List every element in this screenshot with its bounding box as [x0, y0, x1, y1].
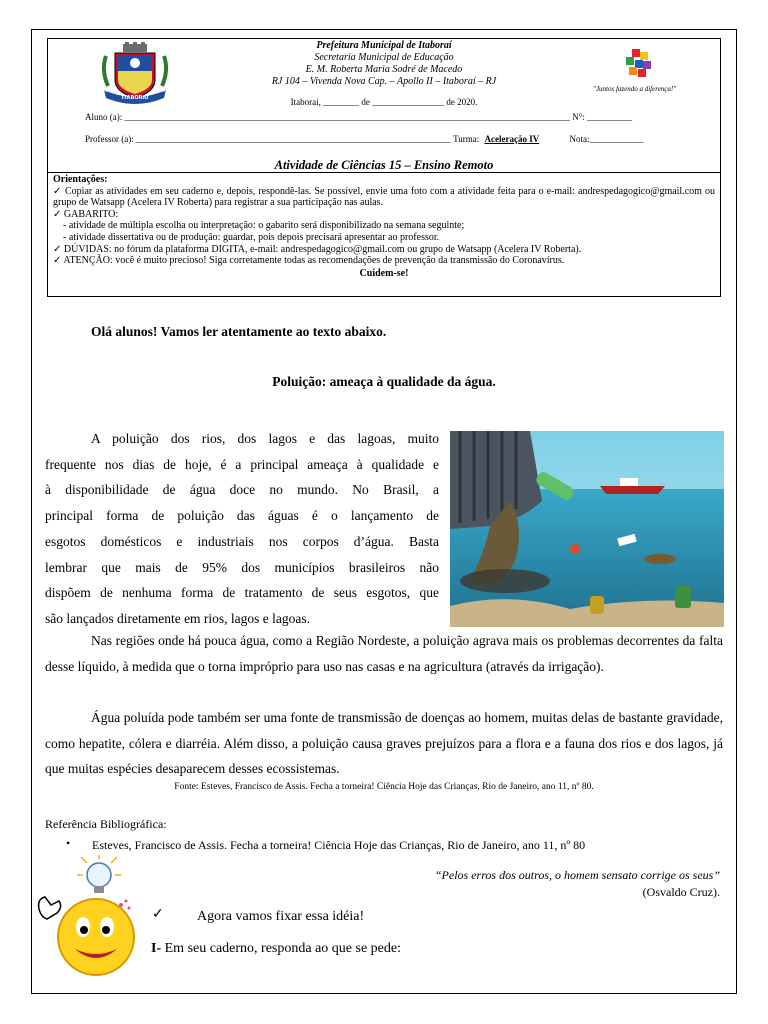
header-divider: [47, 172, 721, 173]
crest-banner-text: ITABORAÍ: [121, 95, 149, 101]
activity-title: [0, 158, 768, 173]
p1-line: principal forma de poluição das águas é o lançamento de: [45, 508, 439, 524]
school-name: E. M. Roberta Maria Sodré de Macedo: [305, 64, 463, 75]
logo-slogan: "Juntos fazendo a diferença!": [593, 85, 677, 93]
date-line: Itaboraí, ________ de ________________ de 2020.: [290, 97, 478, 107]
text-title: Poluição: ameaça à qualidade da água.: [272, 374, 496, 389]
smiley-lightbulb-icon: [33, 855, 143, 977]
paragraph-1: [45, 426, 439, 632]
orientacoes-item-1: ✓ Copiar as atividades em seu caderno e, depois, respondê-las. Se possível, envie uma foto com a atividade feita para o e-mail: andrespedagogico@gmail.com ou grupo de Watsapp (Acelera IV Roberta) para registrar a sua participação nas aulas.: [53, 185, 715, 209]
question-number: I-: [151, 941, 162, 956]
school-address: RJ 104 – Vivenda Nova Cap. – Apollo II – Itaboraí – RJ: [271, 76, 497, 87]
closing-text: Cuidem-se!: [359, 267, 409, 279]
student-name-field[interactable]: Aluno (a): ___________________________________________________________________________________________________ N°: __________: [85, 112, 633, 122]
reference-bullet: •: [66, 836, 71, 850]
orientacoes-block: [53, 174, 715, 279]
teacher-label: Professor (a): ______________________________________________________________________ Turma:: [85, 134, 480, 144]
fixar-text: Agora vamos fixar essa idéia!: [197, 909, 365, 924]
water-pollution-illustration: [450, 431, 724, 627]
greeting: Olá alunos! Vamos ler atentamente ao texto abaixo.: [91, 324, 387, 339]
p1-line: são lançados diretamente em rios, lagos e lagoas.: [45, 610, 311, 626]
secretaria-title: Secretaria Municipal de Educação: [314, 52, 454, 63]
p1-line: esgotos domésticos e industriais nos corpos d’água. Basta: [45, 533, 439, 549]
p1-line: dispõem de nenhuma forma de tratamento de seus esgotos, que: [45, 585, 439, 601]
crest-year-right: 1833: [157, 89, 169, 94]
orientacoes-title: Orientações:: [53, 174, 108, 185]
reference-title: Referência Bibliográfica:: [45, 817, 167, 831]
paragraph-2: Nas regiões onde há pouca água, como a Região Nordeste, a poluição agrava mais os problemas decorrentes da falta desse líquido, à medida que o torna impróprio para uso nas casas e na agricultura (através da irrigação).: [45, 633, 723, 674]
grade-field[interactable]: Nota:____________: [569, 134, 644, 144]
crest-year-left: 1833: [100, 89, 112, 94]
prefeitura-title: Prefeitura Municipal de Itaboraí: [316, 40, 452, 51]
p1-line: lembrar que mais de 95% dos municípios brasileiros não: [45, 559, 439, 575]
question-1: [151, 941, 401, 957]
quote-text: “Pelos erros dos outros, o homem sensato corrige os seus”: [434, 868, 720, 882]
class-value: Aceleração IV: [484, 134, 540, 144]
orientacoes-item-2a: - atividade de múltipla escolha ou interpretação: o gabarito será disponibilizado na semana seguinte;: [63, 220, 465, 232]
orientacoes-item-3: ✓ DÚVIDAS: no fórum da plataforma DIGITA, e-mail: andrespedagogico@gmail.com ou grupo de Watsapp (Acelera IV Roberta).: [53, 243, 582, 255]
p1-line: A poluição dos rios, dos lagos e das lagoas, muito: [91, 431, 439, 446]
source-citation: Fonte: Esteves, Francisco de Assis. Fecha a torneira! Ciência Hoje das Crianças, Rio de Janeiro, ano 11, nº 80.: [174, 782, 594, 792]
p1-line: frequente nos dias de hoje, é a principal ameaça à qualidade e: [45, 456, 439, 472]
reference-item: Esteves, Francisco de Assis. Fecha a torneira! Ciência Hoje das Crianças, Rio de Janeiro, ano 11, nº 80: [92, 838, 586, 852]
question-text: Em seu caderno, responda ao que se pede:: [161, 941, 401, 956]
quote-author: (Osvaldo Cruz).: [642, 885, 720, 899]
paragraph-3: Água poluída pode também ser uma fonte de transmissão de doenças ao homem, muitas delas de bastante gravidade, como hepatite, cólera e diarréia. Além disso, a poluição causa graves prejuízos para a flora e a fauna dos rios e dos lagos, já que muitas espécies desaparecem desses ecossistemas.: [45, 710, 723, 777]
teacher-name-field[interactable]: [85, 134, 643, 144]
p1-line: à disponibilidade de água doce no mundo. No Brasil, a: [45, 482, 439, 498]
orientacoes-item-4: ✓ ATENÇÃO: você é muito precioso! Siga corretamente todas as recomendações de prevenção da transmissão do Coronavírus.: [53, 255, 565, 267]
activity-title-text: Atividade de Ciências 15 – Ensino Remoto: [274, 158, 494, 172]
orientacoes-item-2: ✓ GABARITO:: [53, 208, 119, 220]
check-icon: ✓: [152, 907, 164, 922]
orientacoes-item-2b: - atividade dissertativa ou de produção: guardar, pois depois precisará apresentar ao professor.: [63, 231, 440, 243]
